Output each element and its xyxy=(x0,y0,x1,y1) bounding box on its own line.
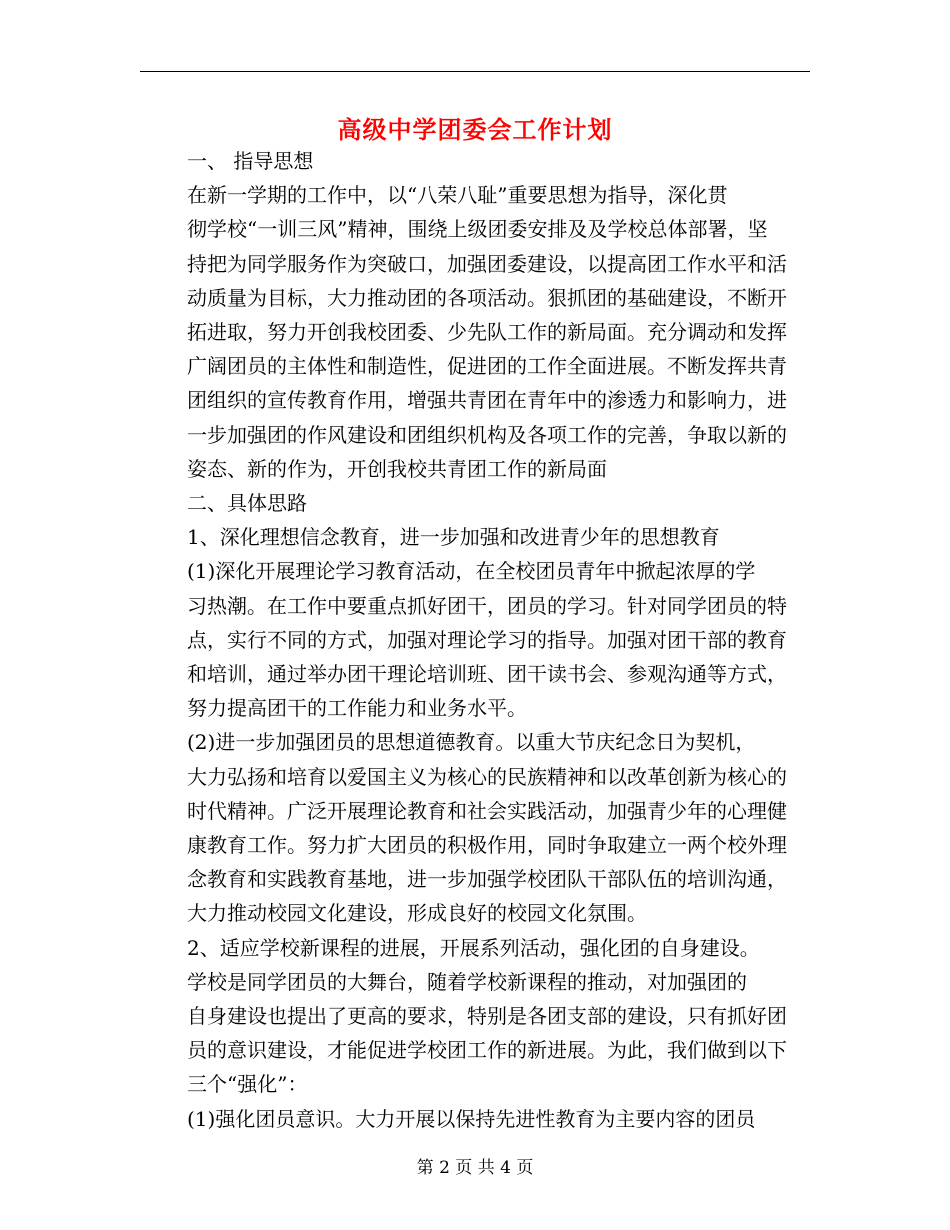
footer-total-pages: 4 xyxy=(500,1158,511,1178)
paragraph-item-1-2: (2)进一步加强团员的思想道德教育。以重大节庆纪念日为契机， 大力弘扬和培育以爱国主义为核心的民族精神和以改革创新为核心的 时代精神。广泛开展理论教育和社会实践活动，加强青少年的心理健 康教育工作。努力扩大团员的积极作用，同时争取建立一两个校外理 念教育和实践教育基地，进一步加强学校团队干部队伍的培训沟通， 大力推动校园文化建设，形成良好的校园文化氛围。 xyxy=(187,730,787,926)
paragraph-item-2-1: (1)强化团员意识。大力开展以保持先进性教育为主要内容的团员 xyxy=(187,1106,756,1131)
paragraph-school-stage: 学校是同学团员的大舞台，随着学校新课程的推动，对加强团的 自身建设也提出了更高的要求，特别是各团支部的建设，只有抓好团 员的意识建设，才能促进学校团工作的新进展。为此，我们做到以下 三个“强化”： xyxy=(187,969,787,1097)
footer-current-page: 2 xyxy=(439,1158,450,1178)
footer-total-label: 共 xyxy=(477,1158,495,1178)
subheading-2: 2、适应学校新课程的进展，开展系列活动，强化团的自身建设。 xyxy=(187,935,760,960)
document-body xyxy=(141,144,813,1136)
footer-page-label: 第 xyxy=(416,1158,434,1178)
paragraph-guiding-ideology: 在新一学期的工作中，以“八荣八耻”重要思想为指导，深化贯 彻学校“一训三风”精神，围绕上级团委安排及及学校总体部署，坚 持把为同学服务作为突破口，加强团委建设，以提高团工作水平和活 动质量为目标，大力推动团的各项活动。狠抓团的基础建设，不断开 拓进取，努力开创我校团委、少先队工作的新局面。充分调动和发挥 广阔团员的主体性和制造性，促进团的工作全面进展。不断发挥共青 团组织的宣传教育作用，增强共青团在青年中的渗透力和影响力，进 一步加强团的作风建设和团组织机构及各项工作的完善，争取以新的 姿态、新的作为，开创我校共青团工作的新局面 xyxy=(187,183,787,481)
subheading-1: 1、深化理想信念教育，进一步加强和改进青少年的思想教育 xyxy=(187,525,720,550)
footer-total-unit: 页 xyxy=(516,1158,534,1178)
footer-page-unit: 页 xyxy=(455,1158,473,1178)
header-rule xyxy=(140,71,810,72)
paragraph-item-1-1: (1)深化开展理论学习教育活动，在全校团员青年中掀起浓厚的学 习热潮。在工作中要重点抓好团干，团员的学习。针对同学团员的特 点，实行不同的方式，加强对理论学习的指导。加强对团干部的教育 和培训，通过举办团干理论培训班、团干读书会、参观沟通等方式， 努力提高团干的工作能力和业务水平。 xyxy=(187,559,787,721)
page-footer xyxy=(0,1153,950,1178)
section-heading-1: 一、 指导思想 xyxy=(187,149,314,173)
section-heading-2: 二、具体思路 xyxy=(187,491,307,516)
document-title: 高级中学团委会工作计划 xyxy=(337,116,613,144)
